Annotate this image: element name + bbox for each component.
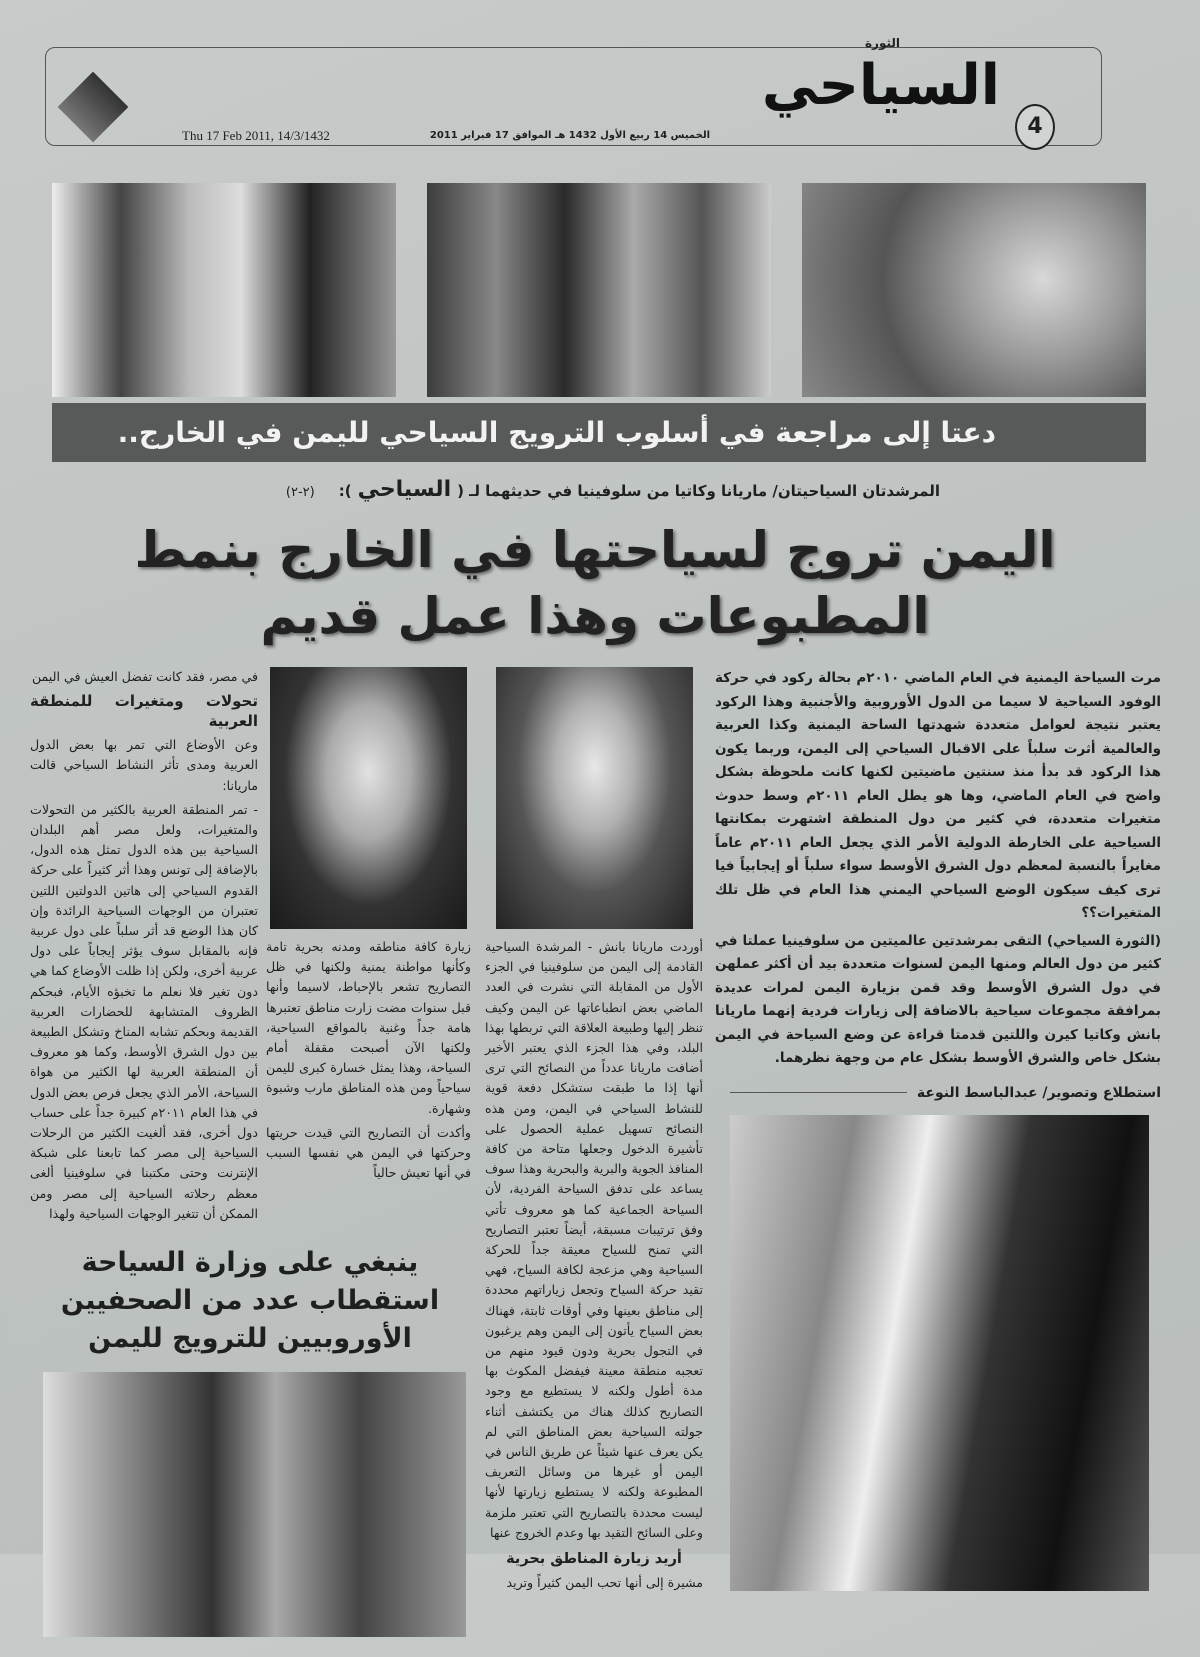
middle-column-2: أوردت ماريانا بانش - المرشدة السياحية القادمة إلى اليمن من سلوفينيا في الجزء الأول من المقابلة التي نشرت في العدد الماضي بعض انطباعاتها عن اليمن وكيف تنظر إليها وطبيعة العلاقة التي تربطها بهذا البلد، وفي هذا الجزء الذي يعتبر الأخير أضافت ماريانا عدداً من النصائح التي ترى أنها إذا ما طبقت ستشكل دفعة قوية للنشاط السياحي في اليمن، ومن هذه النصائح تسهيل عملية الحصول على تأشيرة الدخول وجعلها متاحة من كافة المنافذ الجوية والبرية والبحرية وهذا سوف يساعد على تدفق السياحة الفردية، لأن السياحة الجماعية كما هو معروف تأتي وفق ترتيبات مسبقة، أيضاً تعتبر التصاريح التي تمنح للسياح معيقة جداً للحركة السياحية وهي مزعجة لكافة السياح، فهي تقيد حركة السياح وتجعل زياراتهم محددة إلى مناطق بعينها وفي أوقات ثابتة، فهناك بعض السياح يأتون إلى اليمن وهم يرغبون في التجول بحرية ودون قيود منهم من تعجبه منطقة معينة فيفضل المكوث بها مدة أطول ولكنه لا يستطيع مع وجود التصاريح كذلك هناك من يكتشف أثناء جولته السياحية بعض المناطق التي لم يكن يعرف عنها شيئاً عن طريق الناس في اليمن أو غيرها من وسائل التعريف المطبوعة ولكنه لا يستطيع زيارتها لأنها ليست محددة بالتصاريح التي تعتبر ملزمة وعلى السائح التقيد بها وعدم الخروج عنها أريد زيارة المناطق بحرية مشيرة إلى أنها تحب اليمن كثيراً وتريد xyxy=(485,939,703,1591)
photo-tourists-photographing xyxy=(52,183,396,397)
kicker-row xyxy=(30,476,1160,505)
byline: استطلاع وتصوير/ عبدالباسط النوعة xyxy=(730,1083,1161,1103)
banner-headline: دعتا إلى مراجعة في أسلوب الترويج السياحي لليمن في الخارج.. xyxy=(52,403,1146,462)
photo-guide-portrait xyxy=(802,183,1146,397)
part-number: (٢-٢) xyxy=(285,485,315,500)
page-body xyxy=(30,183,1160,1657)
left-area xyxy=(30,667,470,1657)
page-number: 4 xyxy=(1015,104,1055,150)
top-photo-row xyxy=(52,183,1146,397)
kicker: المرشدتان السياحيتان/ ماريانا وكاتيا من سلوفينيا في حديثهما لـ (السياحي): xyxy=(338,477,940,502)
date-arabic: الخميس 14 ربيع الأول 1432 هـ الموافق 17 فبراير 2011 xyxy=(429,130,710,141)
middle-column-1: زيارة كافة مناطقه ومدنه بحرية تامة وكأنها مواطنة يمنية ولكنها في ظل التصاريح تشعر بالإحباط، لاسيما وأنها قبل سنوات مضت زارت مناطق تعتبرها هامة جداً وغنية بالمواقع السياحية، ولكنها الآن أصبحت مقفلة أمام السياحة، وهذا يمثل خسارة كبرى لليمن سياحياً ومن هذه المناطق مارب وشبوة وشهارة. وأكدت أن التصاريح التي قيدت حريتها وحركتها في اليمن هي نفسها السبب في أنها تعيش حالياً xyxy=(266,939,471,1181)
photo-guides-in-old-city xyxy=(427,183,771,397)
masthead-logo: السياحي xyxy=(761,53,1000,118)
photo-mariana xyxy=(496,667,693,929)
masthead-logo-super: الثورة xyxy=(864,36,900,50)
photo-guide-with-yemeni-woman xyxy=(730,1115,1149,1591)
article-columns xyxy=(30,667,1160,1657)
main-headline: اليمن تروج لسياحتها في الخارج بنمط المطبوعات وهذا عمل قديم xyxy=(134,521,1056,645)
date-english: Thu 17 Feb 2011, 14/3/1432 xyxy=(182,128,330,143)
intro-column: مرت السياحة اليمنية في العام الماضي ٢٠١٠م بحالة ركود في حركة الوفود السياحية لا سيما من الدول الأوروبية والأجنبية وهذا الركود يعتبر نتيجة لعوامل متعددة شهدتها الساحة اليمنية وكذا العربية والعالمية أثرت سلباً على الاقبال السياحي إلى اليمن، وربما يكون هذا الركود قد بدأ منذ سنتين ماضيتين لكنها كانت ملحوظة بشكل واضح في العام الماضي، وها هو يطل العام ٢٠١١م وسط حدوث متغيرات متعددة، في كثير من دول المنطقة اشتهرت بمكانتها السياحية على الخارطة الدولية الأمر الذي يجعل العام ٢٠١١م عاماً مغايراً بالنسبة لمعظم دول الشرق الأوسط سواء سلباً أو إيجابياً فيا ترى كيف سيكون الوضع السياحي اليمني هذا العام في ظل تلك المتغيرات؟؟ (الثورة السياحي) التقى بمرشدتين عالميتين من سلوفينيا عملتا في كثير من دول العالم ومنها اليمن لسنوات متعددة بيد أن أكثر عملهن في دول الشرق الأوسط وقد قمن بزيارة اليمن لمرات عديدة بمرافقة مجموعات سياحية بالاضافة إلى زيارات فردية إنهما ماريانا بانش وكاتيا كيرن واللتين قدمتا قراءة عن وضع السياحة في اليمن بشكل خاص والشرق الأوسط بشكل عام من وجهة نظرهما. xyxy=(715,670,1162,1066)
photo-katia xyxy=(270,667,467,929)
subhead: أريد زيارة المناطق بحرية xyxy=(506,1551,682,1568)
second-headline: ينبغي على وزارة السياحة استقطاب عدد من الصحفيين الأوروبيين للترويج لليمن xyxy=(60,1247,440,1355)
photo-market-stall xyxy=(43,1372,466,1637)
left-column: في مصر، فقد كانت تفضل العيش في اليمن تحولات ومتغيرات للمنطقة العربية وعن الأوضاع التي تمر بها بعض الدول العربية ومدى تأثر النشاط السياحي قالت ماريانا: - تمر المنطقة العربية بالكثير من التحولات والمتغيرات، ولعل مصر أهم البلدان السياحية بين هذه الدول تمثل هذه الدول، بالإضافة إلى تونس وهذا أثر كثيراً على حركة القدوم السياحي إلى هاتين الدولتين اللتين تعتبران من الوجهات السياحية الرائدة وإن كان هذا الوضع قد أثر سلباً على دول عربية فإنه بالمقابل سوف يؤثر إيجاباً على دول عربية أخرى، ولكن إذا ظلت الأوضاع كما هي دون تغير فلا نعلم ما تخبؤه الأيام، فبحكم الظروف المتشابهة للحضارات العربية القديمة وبحكم تشابه المناخ وتشكل الطبيعة بين دول الشرق الأوسط، وكما هو معروف أن المنطقة العربية لها الكثير من هواة السياحة، الأمر الذي يجعل فرص بعض الدول في هذا العام ٢٠١١م كبيرة جداً على حساب دول أخرى، فقد ألغيت الكثير من الرحلات السياحية إلى مصر كما تابعنا على شبكة الإنترنت وحتى مكتبنا في سلوفينيا ألغى معظم رحلاته السياحية إلى مصر ومن الممكن أن تتغير الوجهات السياحية ولهذا xyxy=(30,669,258,1221)
